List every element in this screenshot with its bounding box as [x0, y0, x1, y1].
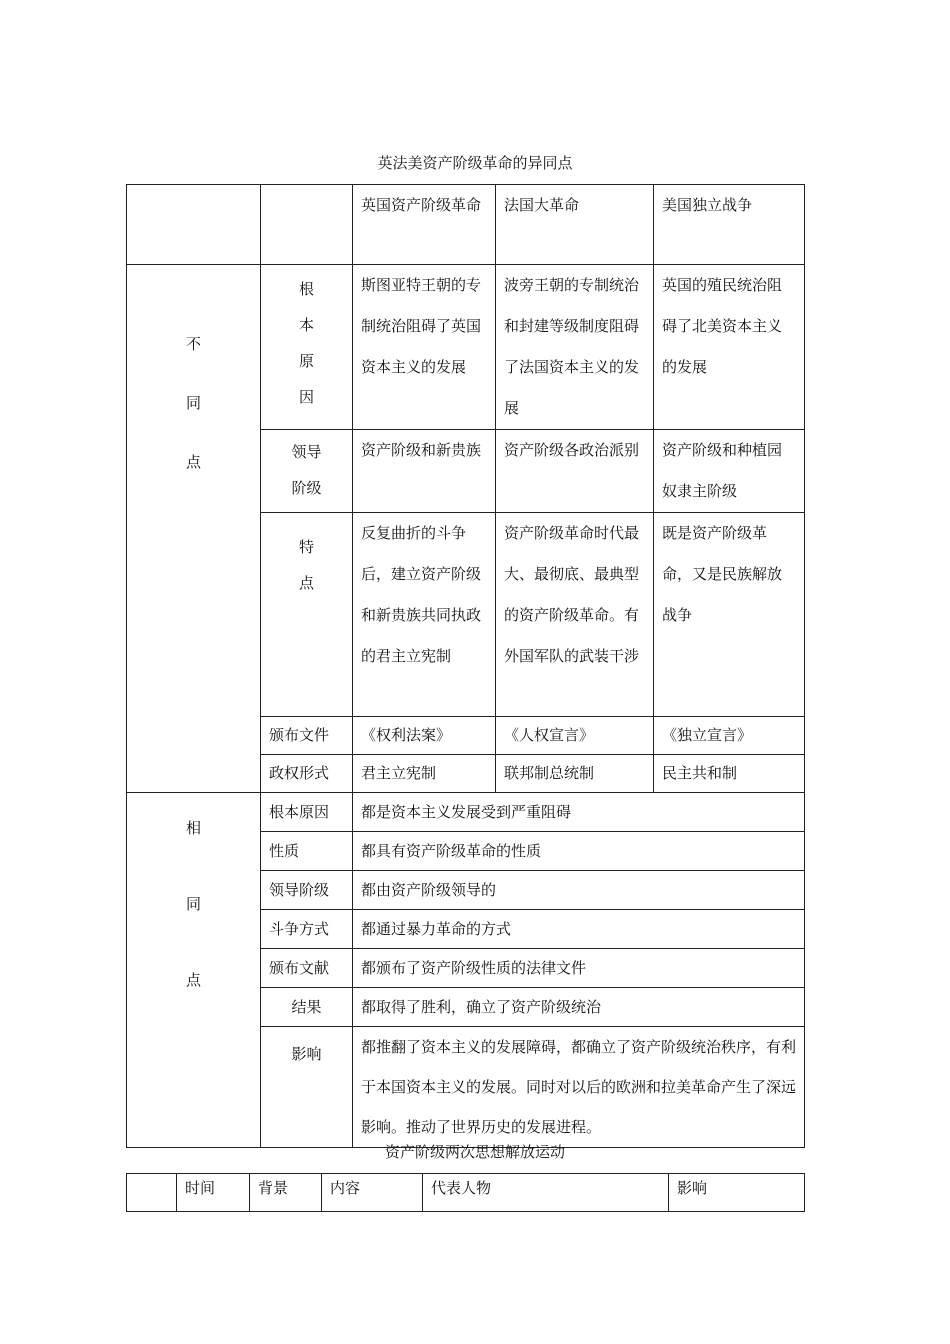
table-cell: 既是资产阶级革命，又是民族解放战争	[654, 513, 805, 717]
label-char: 点	[185, 971, 201, 989]
table-cell: 资产阶级和新贵族	[353, 430, 496, 513]
header-impact: 影响	[669, 1174, 805, 1212]
table-cell: 君主立宪制	[353, 755, 496, 793]
header-france: 法国大革命	[496, 185, 654, 265]
same-row-text: 都取得了胜利，确立了资产阶级统治	[353, 988, 805, 1027]
same-row-text: 都颁布了资产阶级性质的法律文件	[353, 949, 805, 988]
table-cell: 反复曲折的斗争后，建立资产阶级和新贵族共同执政的君主立宪制	[353, 513, 496, 717]
label-char: 特	[298, 538, 314, 556]
table-row-root-cause	[127, 265, 805, 430]
table-cell: 《人权宣言》	[496, 717, 654, 755]
row-label-leading-class	[261, 430, 353, 513]
similarities-label	[127, 793, 261, 1148]
header-empty-cell	[127, 1174, 177, 1212]
header-england: 英国资产阶级革命	[353, 185, 496, 265]
table1-title: 英法美资产阶级革命的异同点	[377, 154, 573, 172]
same-row-text: 都由资产阶级领导的	[353, 871, 805, 910]
header-background: 背景	[250, 1174, 322, 1212]
enlightenment-table	[126, 1173, 805, 1212]
table-cell: 斯图亚特王朝的专制统治阻碍了英国资本主义的发展	[353, 265, 496, 430]
same-row-text: 都通过暴力革命的方式	[353, 910, 805, 949]
table2-title: 资产阶级两次思想解放运动	[384, 1143, 565, 1161]
same-row-text: 都是资本主义发展受到严重阻碍	[353, 793, 805, 832]
table-cell: 英国的殖民统治阻碍了北美资本主义的发展	[654, 265, 805, 430]
row-label-government: 政权形式	[261, 755, 353, 793]
table-cell: 《权利法案》	[353, 717, 496, 755]
header-content: 内容	[322, 1174, 423, 1212]
table-cell: 资产阶级革命时代最大、最彻底、最典型的资产阶级革命。有外国军队的武装干涉	[496, 513, 654, 717]
header-empty-cell	[127, 185, 261, 265]
label-char: 点	[185, 453, 201, 471]
same-row-label: 结果	[261, 988, 353, 1027]
label-char: 阶级	[291, 479, 322, 497]
table-cell: 《独立宣言》	[654, 717, 805, 755]
table-cell: 资产阶级和种植园奴隶主阶级	[654, 430, 805, 513]
label-char: 同	[185, 895, 201, 913]
table-cell: 联邦制总统制	[496, 755, 654, 793]
table-cell: 资产阶级各政治派别	[496, 430, 654, 513]
table1-header-row	[127, 185, 805, 265]
label-char: 相	[185, 819, 201, 837]
same-row-label: 领导阶级	[261, 871, 353, 910]
differences-label	[127, 265, 261, 793]
table-row-same-root-cause	[127, 793, 805, 832]
table-cell: 民主共和制	[654, 755, 805, 793]
row-label-document: 颁布文件	[261, 717, 353, 755]
label-char: 同	[185, 394, 201, 412]
label-char: 点	[298, 574, 314, 592]
label-char: 原	[298, 352, 314, 370]
header-empty-cell	[261, 185, 353, 265]
row-label-root-cause	[261, 265, 353, 430]
same-row-label: 性质	[261, 832, 353, 871]
label-char: 根	[298, 280, 314, 298]
label-char: 不	[185, 335, 201, 353]
same-row-label: 影响	[261, 1027, 353, 1148]
table2-header-row	[127, 1174, 805, 1212]
same-row-label: 颁布文献	[261, 949, 353, 988]
header-time: 时间	[177, 1174, 250, 1212]
header-usa: 美国独立战争	[654, 185, 805, 265]
header-representatives: 代表人物	[423, 1174, 669, 1212]
revolution-comparison-table	[126, 184, 805, 1148]
label-char: 本	[298, 316, 314, 334]
same-row-text: 都推翻了资本主义的发展障碍，都确立了资产阶级统治秩序，有利于本国资本主义的发展。同时对以后的欧洲和拉美革命产生了深远影响。推动了世界历史的发展进程。	[353, 1027, 805, 1148]
label-char: 因	[298, 388, 314, 406]
row-label-features	[261, 513, 353, 717]
table-cell: 波旁王朝的专制统治和封建等级制度阻碍了法国资本主义的发展	[496, 265, 654, 430]
same-row-label: 斗争方式	[261, 910, 353, 949]
same-row-text: 都具有资产阶级革命的性质	[353, 832, 805, 871]
label-char: 领导	[291, 443, 322, 461]
same-row-label: 根本原因	[261, 793, 353, 832]
